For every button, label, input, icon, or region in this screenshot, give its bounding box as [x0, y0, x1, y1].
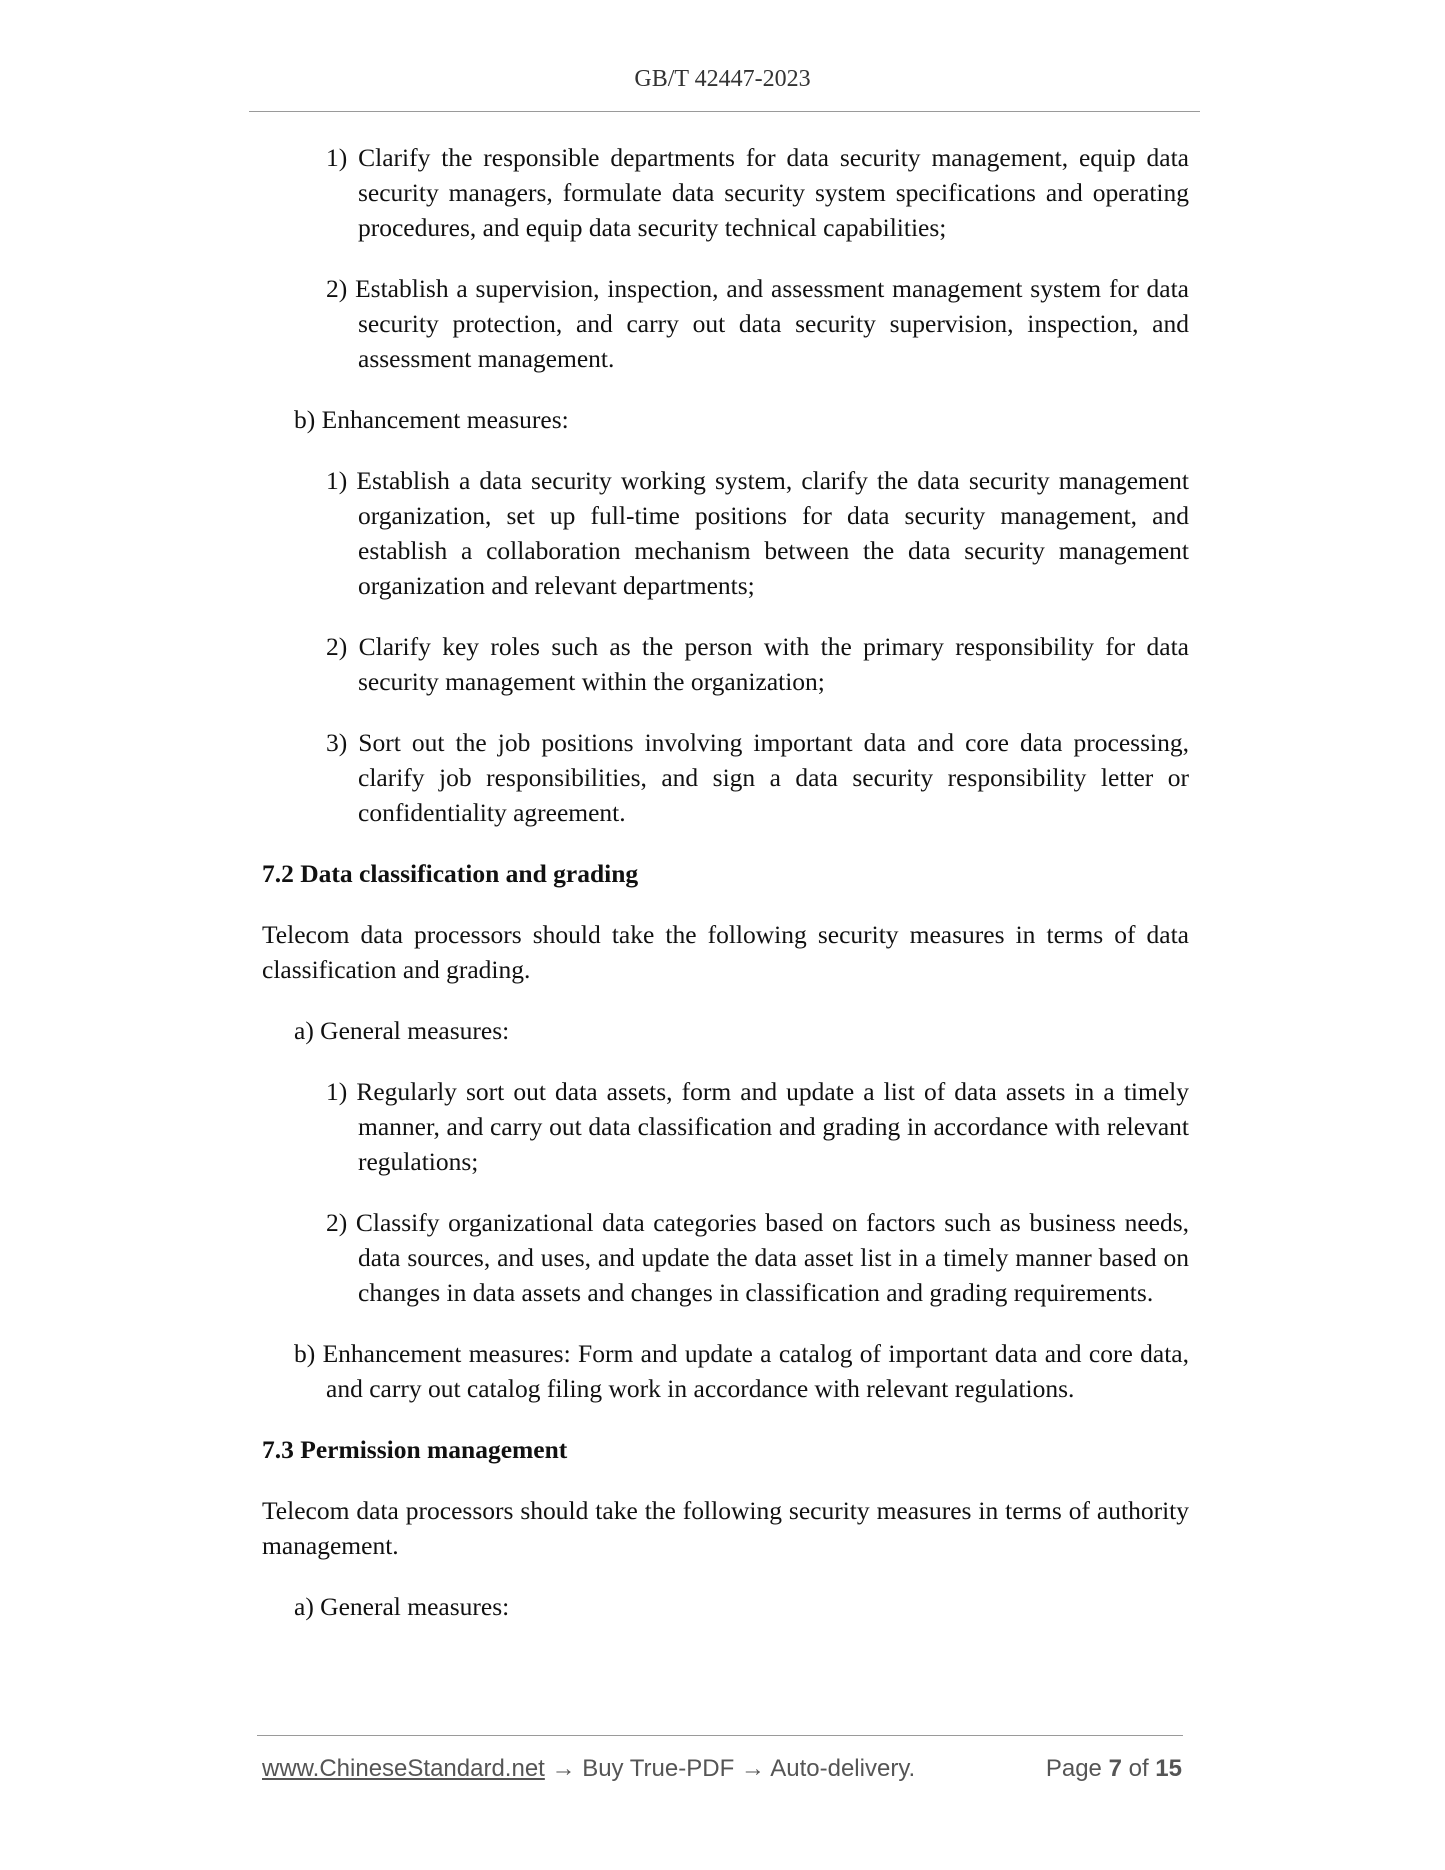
- list-item: a) General measures:: [294, 1592, 510, 1621]
- list-item: 3) Sort out the job positions involving important data and core data processing, clarify job responsibilities, and sign a data security responsibility letter or confidentiality agreement.: [326, 728, 1189, 827]
- arrow-icon: →: [734, 1755, 771, 1782]
- of-label: of: [1128, 1755, 1149, 1782]
- page-footer: [262, 1752, 1182, 1786]
- list-item: 2) Clarify key roles such as the person with the primary responsibility for data security management within the organization;: [326, 632, 1189, 696]
- section-heading-7-2: 7.2 Data classification and grading: [262, 859, 639, 888]
- list-item: 2) Establish a supervision, inspection, and assessment management system for data security protection, and carry out data security supervision, inspection, and assessment management.: [326, 274, 1189, 373]
- delivery-text: Auto-delivery.: [770, 1755, 916, 1782]
- list-item: 1) Regularly sort out data assets, form and update a list of data assets in a timely manner, and carry out data classification and grading in accordance with relevant regulations;: [326, 1077, 1189, 1176]
- total-pages: 15: [1155, 1755, 1182, 1782]
- document-id-header: GB/T 42447-2023: [634, 66, 811, 92]
- page-number: [1046, 1752, 1182, 1786]
- list-item: b) Enhancement measures:: [294, 405, 569, 434]
- arrow-icon: →: [544, 1755, 583, 1782]
- list-item: 1) Clarify the responsible departments for data security management, equip data security managers, formulate data security system specifications and operating procedures, and equip data security technical capabilities;: [326, 143, 1189, 242]
- current-page: 7: [1108, 1755, 1122, 1782]
- list-item: b) Enhancement measures: Form and update a catalog of important data and core data, and carry out catalog filing work in accordance with relevant regulations.: [294, 1339, 1189, 1403]
- header-divider: [249, 111, 1200, 112]
- body-paragraph: Telecom data processors should take the following security measures in terms of authority management.: [262, 1496, 1189, 1560]
- page-content: [262, 140, 1189, 1650]
- section-heading-7-3: 7.3 Permission management: [262, 1435, 568, 1464]
- footer-promo: [262, 1752, 915, 1786]
- list-item: 2) Classify organizational data categories based on factors such as business needs, data sources, and uses, and update the data asset list in a timely manner based on changes in data assets and changes in classification and grading requirements.: [326, 1208, 1189, 1307]
- list-item: a) General measures:: [294, 1016, 510, 1045]
- buy-pdf-text: Buy True-PDF: [582, 1755, 735, 1782]
- website-link[interactable]: www.ChineseStandard.net: [262, 1755, 545, 1782]
- page-label: Page: [1045, 1755, 1102, 1782]
- body-paragraph: Telecom data processors should take the following security measures in terms of data classification and grading.: [262, 920, 1189, 984]
- footer-divider: [257, 1735, 1183, 1736]
- list-item: 1) Establish a data security working system, clarify the data security management organization, set up full-time positions for data security management, and establish a collaboration mechanism between the data security management organization and relevant departments;: [326, 466, 1189, 600]
